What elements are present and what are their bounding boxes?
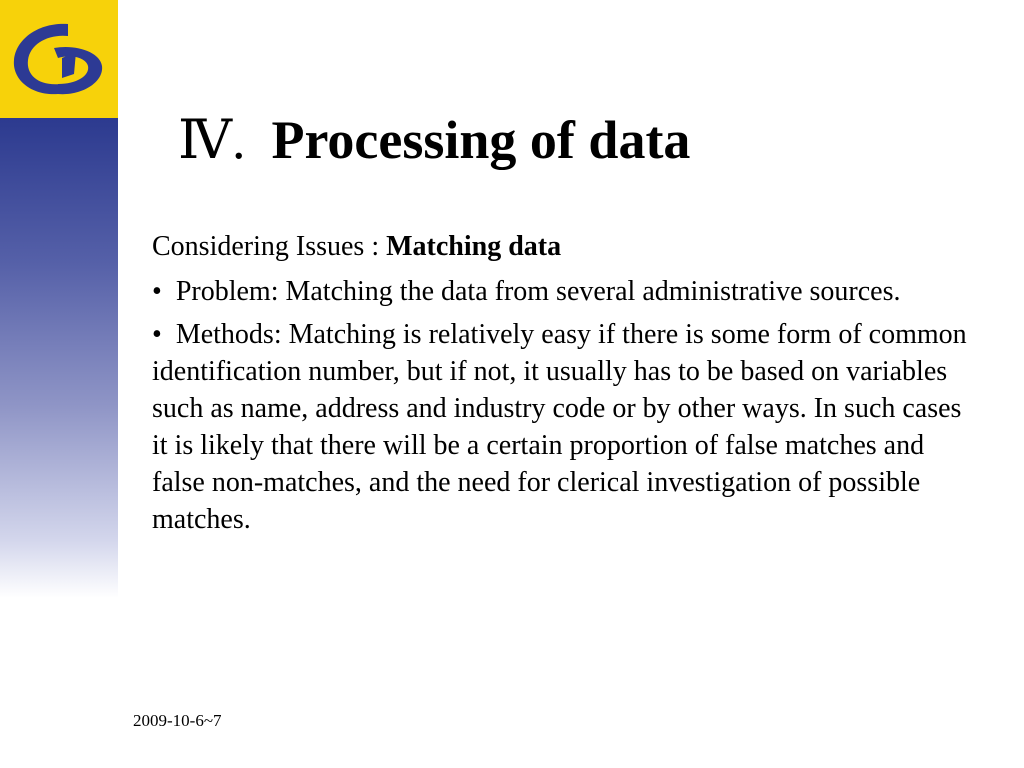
bullet-item-methods: [152, 316, 982, 538]
lead-line: [152, 228, 982, 265]
bullet-item-problem: [152, 273, 982, 310]
title-text: Processing of data: [271, 110, 691, 170]
lead-bold: Matching data: [386, 231, 562, 262]
bullet-text-methods: Methods: Matching is relatively easy if there is some form of common identification number, but if not, it usually has to be based on variables such as name, address and industry code or by other ways. In such cases it is likely that there will be a certain proportion of false matches and false non-matches, and the need for clerical investigation of possible matches.: [152, 319, 967, 535]
logo-box: [0, 0, 118, 118]
slide-body: [152, 228, 982, 544]
slide-title: [178, 108, 690, 171]
lead-prefix: Considering Issues :: [152, 231, 387, 262]
organization-logo-icon: [10, 18, 106, 102]
bullet-icon: •: [152, 276, 162, 307]
bullet-text-problem: Problem: Matching the data from several administrative sources.: [175, 276, 901, 307]
bullet-icon: •: [152, 319, 162, 350]
title-numeral: Ⅳ.: [178, 110, 246, 170]
decorative-side-band: [0, 118, 118, 598]
footer-date: 2009-10-6~7: [133, 711, 222, 730]
